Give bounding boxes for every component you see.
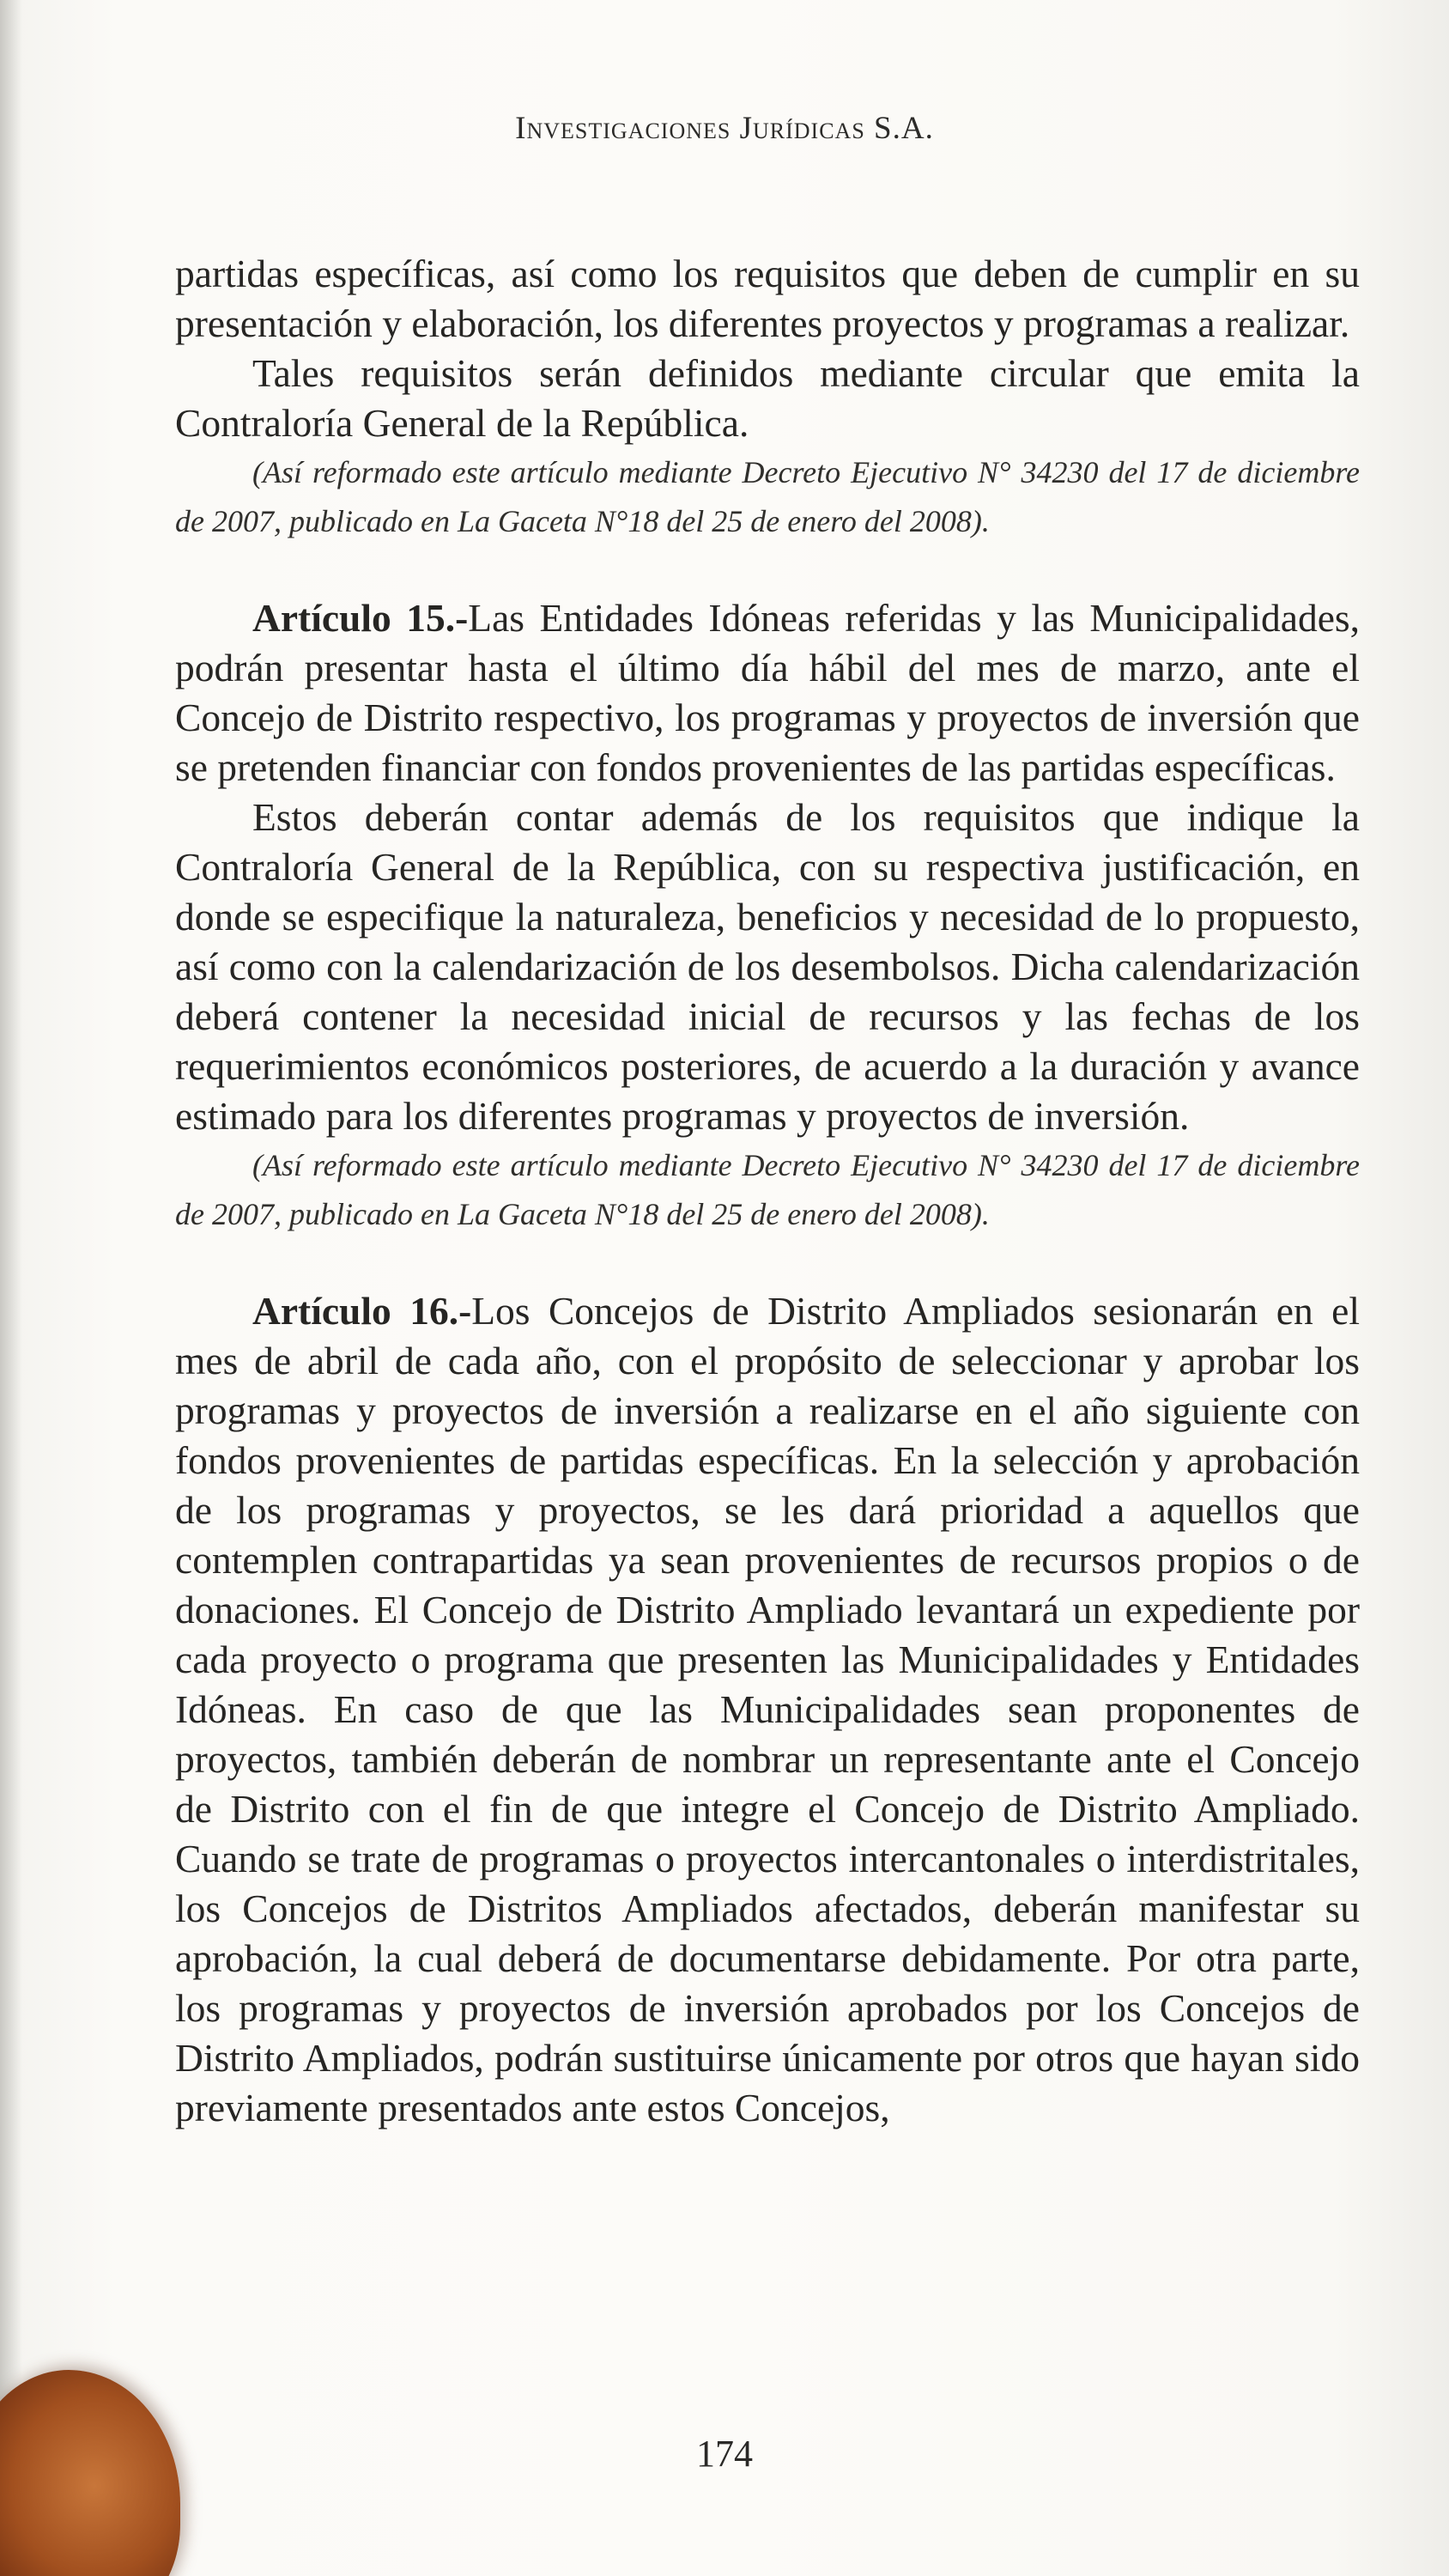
running-header: Investigaciones Jurídicas S.A. bbox=[515, 111, 934, 146]
page-number: 174 bbox=[696, 2433, 753, 2475]
paragraph-continuation: partidas específicas, así como los requisitos que deben de cumplir en su presentación y elaboración, los diferentes proyectos y programas a realizar. bbox=[175, 252, 1360, 345]
article-16-text: Los Concejos de Distrito Ampliados sesionarán en el mes de abril de cada año, con el propósito de seleccionar y aprobar los programas y proyectos de inversión a realizarse en el año siguiente con fondos provenientes de partidas específicas. En la selección y aprobación de los programas y proyectos, se les dará prioridad a aquellos que contemplen contrapartidas ya sean provenientes de recursos propios o de donaciones. El Concejo de Distrito Ampliado levantará un expediente por cada proyecto o programa que presenten las Municipalidades y Entidades Idóneas. En caso de que las Municipalidades sean proponentes de proyectos, también deberán de nombrar un representante ante el Concejo de Distrito con el fin de que integre el Concejo de Distrito Ampliado. Cuando se trate de programas o proyectos intercantonales o interdistritales, los Concejos de Distritos Ampliados afectados, deberán manifestar su aprobación, la cual deberá de documentarse debidamente. Por otra parte, los programas y proyectos de inversión aprobados por los Concejos de Distrito Ampliados, podrán sustituirse únicamente por otros que hayan sido previamente presentados ante estos Concejos, bbox=[175, 1289, 1361, 2129]
binding-shadow bbox=[0, 0, 22, 2576]
thumb bbox=[0, 2370, 180, 2576]
article-16-label: Artículo 16.- bbox=[252, 1289, 472, 1333]
paragraph-requisitos: Tales requisitos serán definidos mediante circular que emita la Contraloría General de la República. bbox=[175, 351, 1360, 445]
article-15-label: Artículo 15.- bbox=[252, 596, 469, 640]
reform-note-1: (Así reformado este artículo mediante Decreto Ejecutivo N° 34230 del 17 de diciembre de 2007, publicado en La Gaceta N°18 del 25 de enero del 2008). bbox=[175, 455, 1360, 538]
page-body bbox=[175, 249, 1360, 2133]
article-15-paragraph-2: Estos deberán contar además de los requisitos que indique la Contraloría General de la República, con su respectiva justificación, en donde se especifique la naturaleza, beneficios y necesidad de lo propuesto, así como con la calendarización de los desembolsos. Dicha calendarización deberá contener la necesidad inicial de recursos y las fechas de los requerimientos económicos posteriores, de acuerdo a la duración y avance estimado para los diferentes programas y proyectos de inversión. bbox=[175, 795, 1360, 1138]
reform-note-2: (Así reformado este artículo mediante Decreto Ejecutivo N° 34230 del 17 de diciembre de 2007, publicado en La Gaceta N°18 del 25 de enero del 2008). bbox=[175, 1148, 1360, 1231]
article-15-text: Las Entidades Idóneas referidas y las Municipalidades, podrán presentar hasta el último día hábil del mes de marzo, ante el Concejo de Distrito respectivo, los programas y proyectos de inversión que se pretenden financiar con fondos provenientes de las partidas específicas. bbox=[175, 596, 1361, 789]
article-15 bbox=[175, 593, 1360, 793]
article-16 bbox=[175, 1286, 1360, 2133]
